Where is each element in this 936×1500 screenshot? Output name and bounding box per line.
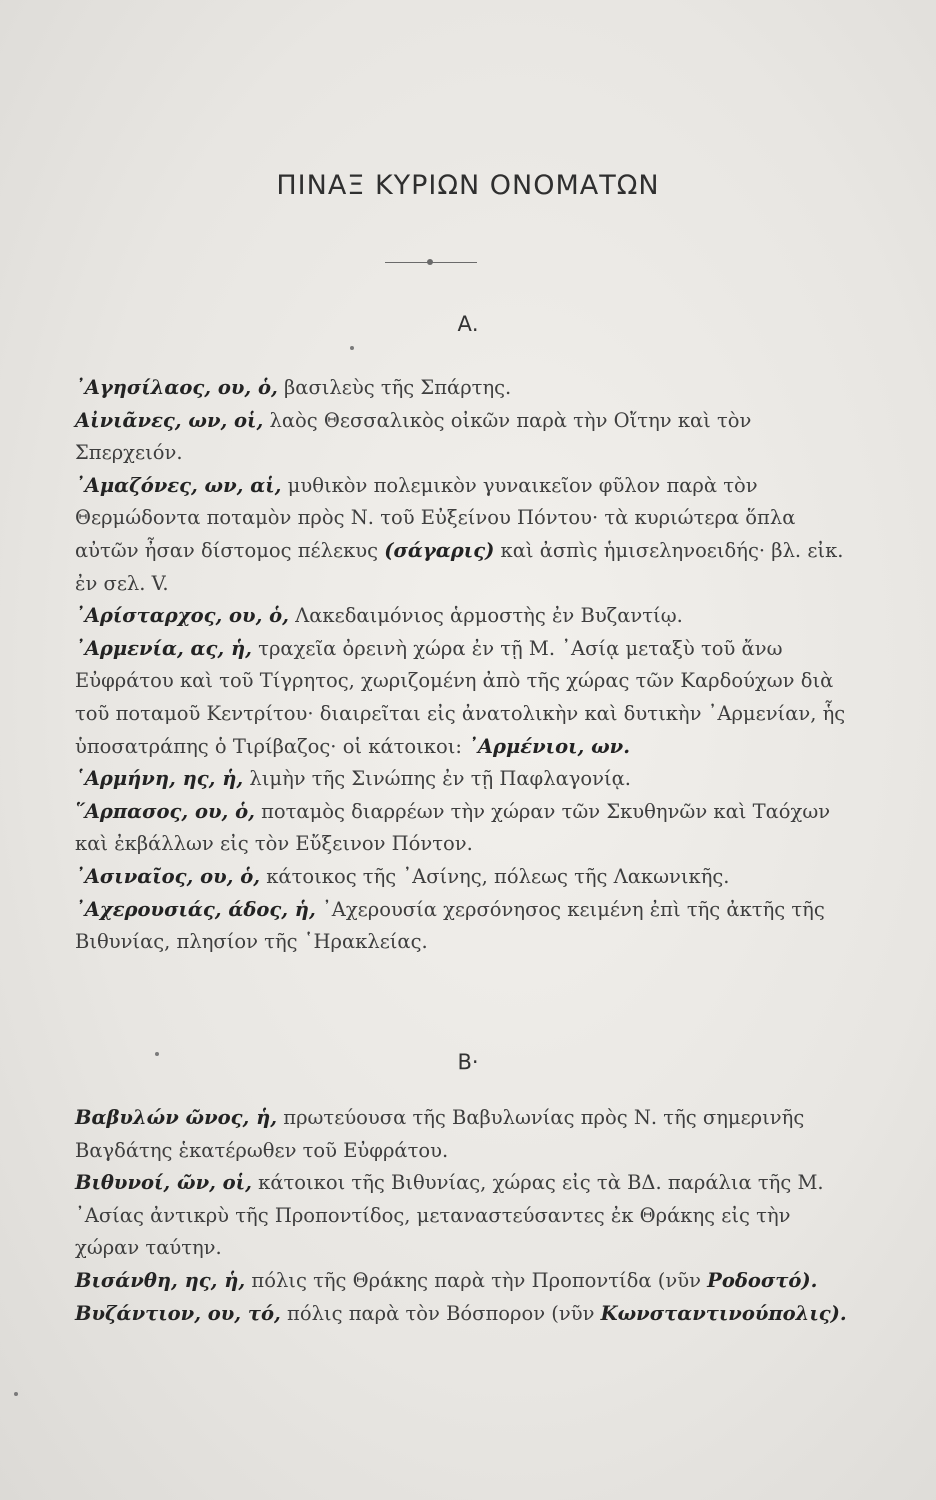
entry-definition: πρωτεύουσα τῆς Βαβυλωνίας πρὸς Ν. τῆς σημερινῆς Βαγδάτης ἑκατέρωθεν τοῦ Εὐφράτου. [75, 1106, 805, 1162]
entry-definition: μυθικὸν πολεμικὸν γυναικεῖον φῦλον παρὰ τὸν Θερμώδοντα ποταμὸν πρὸς Ν. τοῦ Εὐξείνου Πόντου· τὰ κυριώτερα ὅπλα αὐτῶν ἦσαν δίστομος πέλεκυς [75, 473, 796, 562]
entry-headword: Αἰνιᾶνες, ων, οἱ, [75, 408, 264, 432]
stray-mark [14, 1392, 18, 1396]
entry-definition: κάτοικοι τῆς Βιθυνίας, χώρας εἰς τὰ ΒΔ. παράλια τῆς Μ. ᾿Ασίας ἀντικρὺ τῆς Προποντίδος, μεταναστεύσαντες ἐκ Θράκης εἰς τὴν χώραν ταύτην. [75, 1171, 824, 1260]
entry-definition: λαὸς Θεσσαλικὸς οἰκῶν παρὰ τὴν Οἴτην καὶ τὸν Σπερχειόν. [75, 408, 752, 465]
entry-definition: πόλις τῆς Θράκης παρὰ τὴν Προποντίδα (νῦν [251, 1268, 701, 1292]
section-letter-a: Α. [457, 312, 479, 336]
entry-headword: ᾿Αμαζόνες, ων, αἱ, [75, 473, 282, 497]
entry-headword: ῾Αρμήνη, ης, ἡ, [75, 767, 244, 791]
entry-headword: Βαβυλών ῶνος, ἡ, [75, 1106, 278, 1129]
entry-headword: ᾿Αρμενία, ας, ἡ, [75, 636, 252, 660]
index-entry [75, 405, 855, 470]
entry-headword: Βιθυνοί, ῶν, οἱ, [75, 1171, 252, 1195]
entry-emphasis: (σάγαρις) [384, 538, 495, 562]
index-entry [75, 633, 855, 763]
entry-emphasis: Κωνσταντινούπολις). [600, 1301, 847, 1325]
entry-definition: βασιλεὺς τῆς Σπάρτης. [284, 376, 512, 399]
entry-definition: πόλις παρὰ τὸν Βόσπορον (νῦν [287, 1301, 595, 1325]
index-entry [75, 470, 855, 600]
entry-definition: Λακεδαιμόνιος ἁρμοστὴς ἐν Βυζαντίῳ. [295, 604, 683, 628]
index-entry [75, 372, 855, 405]
entry-headword: ᾿Ασιναῖος, ου, ὁ, [75, 864, 261, 888]
section-a-entries [75, 372, 855, 959]
entry-emphasis: Ροδοστό). [707, 1268, 818, 1292]
entry-headword: Βυζάντιον, ου, τό, [75, 1301, 281, 1325]
index-entry [75, 1298, 855, 1331]
entry-headword: ᾿Αγησίλαος, ου, ὁ, [75, 376, 278, 399]
index-entry [75, 600, 855, 633]
index-entry [75, 1265, 855, 1298]
stray-mark [155, 1052, 159, 1056]
title-divider-dot [427, 259, 433, 265]
index-entry [75, 763, 855, 796]
entry-headword: Βισάνθη, ης, ἡ, [75, 1268, 246, 1292]
entry-definition: κάτοικος τῆς ᾿Ασίνης, πόλεως τῆς Λακωνικῆς. [266, 864, 730, 888]
entry-definition: λιμὴν τῆς Σινώπης ἐν τῇ Παφλαγονίᾳ. [249, 767, 632, 791]
index-entry [75, 1167, 855, 1265]
entry-definition: τραχεῖα ὀρεινὴ χώρα ἐν τῇ Μ. ᾿Ασίᾳ μεταξὺ τοῦ ἄνω Εὐφράτου καὶ τοῦ Τίγρητος, χωριζομένη ἀπὸ τῆς χώρας τῶν Καρδούχων διὰ τοῦ ποταμοῦ Κεντρίτου· διαιρεῖται εἰς ἀνατολικὴν καὶ δυτικὴν ᾿Αρμενίαν, ἧς ὑποσατράπης ὁ Τιρίβαζος· οἱ κάτοικοι: [75, 636, 846, 758]
page-title: ΠΙΝΑΞ ΚΥΡΙΩΝ ΟΝΟΜΑΤΩΝ [276, 170, 660, 201]
entry-emphasis: ᾿Αρμένιοι, ων. [468, 734, 631, 758]
section-b-entries [75, 1102, 855, 1330]
section-letter-b: Β· [457, 1050, 479, 1074]
index-entry [75, 1102, 855, 1167]
stray-mark [350, 346, 354, 350]
index-entry [75, 894, 855, 959]
entry-headword: ᾿Αχερουσιάς, άδος, ἡ, [75, 897, 316, 921]
entry-headword: ᾿Αρίσταρχος, ου, ὁ, [75, 604, 289, 628]
index-entry [75, 861, 855, 894]
entry-definition: ᾿Αχερουσία χερσόνησος κειμένη ἐπὶ τῆς ἀκτῆς τῆς Βιθυνίας, πλησίον τῆς ῾Ηρακλείας. [75, 897, 825, 954]
entry-headword: ῞Αρπασος, ου, ὁ, [75, 799, 255, 823]
entry-definition-cont: καὶ ἀσπὶς ἡμισεληνοειδής· βλ. εἰκ. ἐν σελ. V. [75, 538, 844, 595]
entry-definition: ποταμὸς διαρρέων τὴν χώραν τῶν Σκυθηνῶν καὶ Ταόχων καὶ ἐκβάλλων εἰς τὸν Εὔξεινον Πόντον. [75, 799, 831, 856]
index-entry [75, 796, 855, 861]
